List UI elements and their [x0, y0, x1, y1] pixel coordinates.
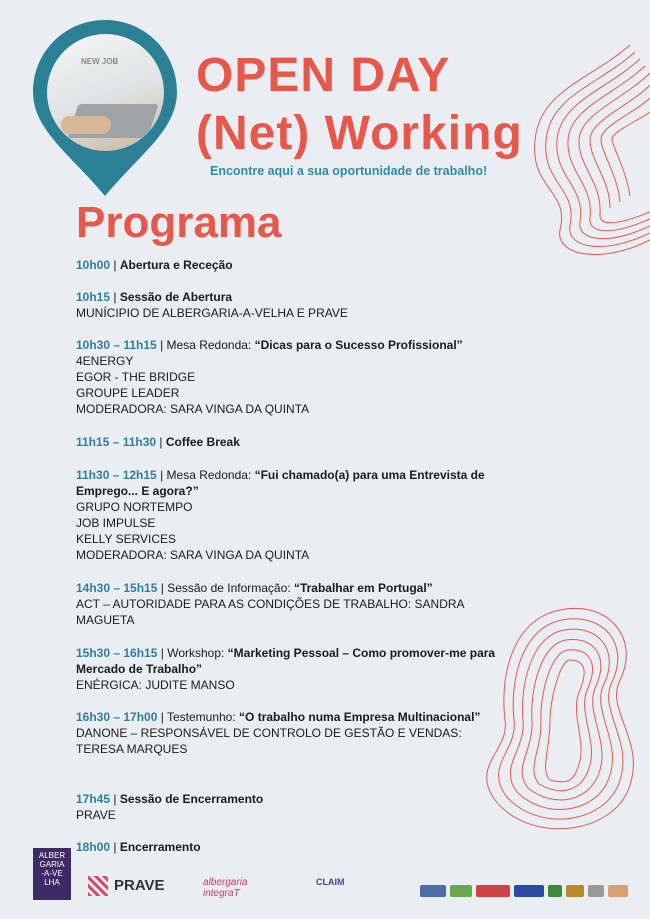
program-speaker: PRAVE: [76, 808, 116, 822]
program-speaker: MUNÍCIPIO DE ALBERGARIA-A-VELHA E PRAVE: [76, 306, 348, 320]
albergaria-integrat-logo: [203, 877, 247, 899]
program-speaker: EGOR - THE BRIDGE: [76, 370, 196, 384]
program-item-header: [76, 337, 506, 353]
program-speaker: ENÉRGICA: JUDITE MANSO: [76, 678, 235, 692]
separator: |: [110, 258, 120, 272]
funding-logo-3: [476, 885, 510, 897]
program-time: 11h30 – 12h15: [76, 468, 157, 482]
program-item-header: [76, 434, 506, 450]
program-item-header: [76, 257, 506, 273]
program-time: 15h30 – 16h15: [76, 646, 158, 660]
program-title: “O trabalho numa Empresa Multinacional”: [239, 710, 481, 724]
program-time: 11h15 – 11h30: [76, 435, 157, 449]
program-time: 14h30 – 15h15: [76, 581, 158, 595]
separator: |: [156, 338, 167, 352]
program-item: [76, 337, 506, 417]
program-session-type: Mesa Redonda:: [166, 338, 255, 352]
funding-logo-5: [548, 885, 562, 897]
program-item-header: [76, 645, 506, 677]
program-session-type: Testemunho:: [166, 710, 240, 724]
program-speaker: DANONE – RESPONSÁVEL DE CONTROLO DE GESTÃO E VENDAS: TERESA MARQUES: [76, 726, 462, 756]
funding-logo-6: [566, 885, 584, 897]
funding-logo-8: [608, 885, 628, 897]
program-session-type: Mesa Redonda:: [166, 468, 255, 482]
program-session-type: Workshop:: [167, 646, 228, 660]
program-title: “Dicas para o Sucesso Profissional”: [254, 338, 463, 352]
prave-mark-icon: [88, 876, 108, 896]
program-speaker: MODERADORA: SARA VINGA DA QUINTA: [76, 548, 310, 562]
program-time: 16h30 – 17h00: [76, 710, 158, 724]
funding-logo-1: [420, 885, 446, 897]
separator: |: [157, 581, 168, 595]
program-time: 17h45: [76, 792, 111, 806]
program-title: Coffee Break: [165, 435, 240, 449]
program-time: 10h15: [76, 290, 111, 304]
program-title: Encerramento: [119, 840, 201, 854]
program-title: Sessão de Encerramento: [119, 792, 264, 806]
claim-logo: CLAIM: [316, 877, 345, 887]
separator: |: [157, 710, 167, 724]
program-item-header: [76, 791, 506, 807]
program-speaker: MODERADORA: SARA VINGA DA QUINTA: [76, 402, 310, 416]
prave-logo: PRAVE: [114, 877, 165, 894]
program-title: “Marketing Pessoal – Como promover-me para Mercado de Trabalho”: [76, 646, 496, 676]
program-speaker: ACT – AUTORIDADE PARA AS CONDIÇÕES DE TRABALHO: SANDRA MAGUETA: [76, 597, 464, 627]
program-item-header: [76, 839, 506, 855]
title-line-2: (Net) Working: [196, 107, 523, 160]
subtitle: Encontre aqui a sua oportunidade de trabalho!: [210, 164, 488, 178]
program-item: [76, 791, 506, 823]
program-title: “Fui chamado(a) para uma Entrevista de Emprego... E agora?”: [76, 468, 485, 498]
program-session-type: Sessão de Informação:: [167, 581, 294, 595]
program-speaker: 4ENERGY: [76, 354, 134, 368]
program-item: [76, 289, 506, 321]
program-item: [76, 580, 506, 628]
program-title: Sessão de Abertura: [119, 290, 233, 304]
program-item: [76, 645, 506, 693]
separator: |: [156, 468, 167, 482]
hand-image: [61, 116, 111, 134]
separator: |: [157, 646, 168, 660]
program-title: “Trabalhar em Portugal”: [293, 581, 433, 595]
separator: |: [110, 290, 120, 304]
separator: |: [110, 792, 120, 806]
program-time: 10h00: [76, 258, 111, 272]
municipio-logo: [33, 848, 71, 900]
program-item: [76, 467, 506, 563]
program-item-header: [76, 467, 506, 499]
program-speaker: GROUPE LEADER: [76, 386, 180, 400]
program-item: [76, 257, 506, 273]
funding-logo-7: [588, 885, 604, 897]
funding-logo-4: [514, 885, 544, 897]
funding-logos: [420, 885, 635, 899]
program-time: 10h30 – 11h15: [76, 338, 157, 352]
photo-newjob-text: NEW JOB: [81, 57, 119, 66]
program-speaker: GRUPO NORTEMPO: [76, 500, 193, 514]
separator: |: [156, 435, 166, 449]
program-item: [76, 434, 506, 450]
program-title: Abertura e Receção: [119, 258, 233, 272]
program-time: 18h00: [76, 840, 111, 854]
program-heading: Programa: [76, 198, 282, 247]
program-speaker: KELLY SERVICES: [76, 532, 177, 546]
funding-logo-2: [450, 885, 472, 897]
job-search-photo: [47, 34, 164, 151]
program-speaker: JOB IMPULSE: [76, 516, 156, 530]
municipio-logo-text: ALBER GARIA -A-VE LHA: [38, 851, 66, 887]
program-item-header: [76, 580, 506, 596]
albergaria-integrat-text: albergaria integraT: [203, 877, 248, 899]
program-item-header: [76, 709, 506, 725]
program-item: [76, 839, 506, 855]
program-item-header: [76, 289, 506, 305]
title-line-1: OPEN DAY: [196, 49, 451, 102]
separator: |: [110, 840, 120, 854]
program-item: [76, 709, 506, 757]
